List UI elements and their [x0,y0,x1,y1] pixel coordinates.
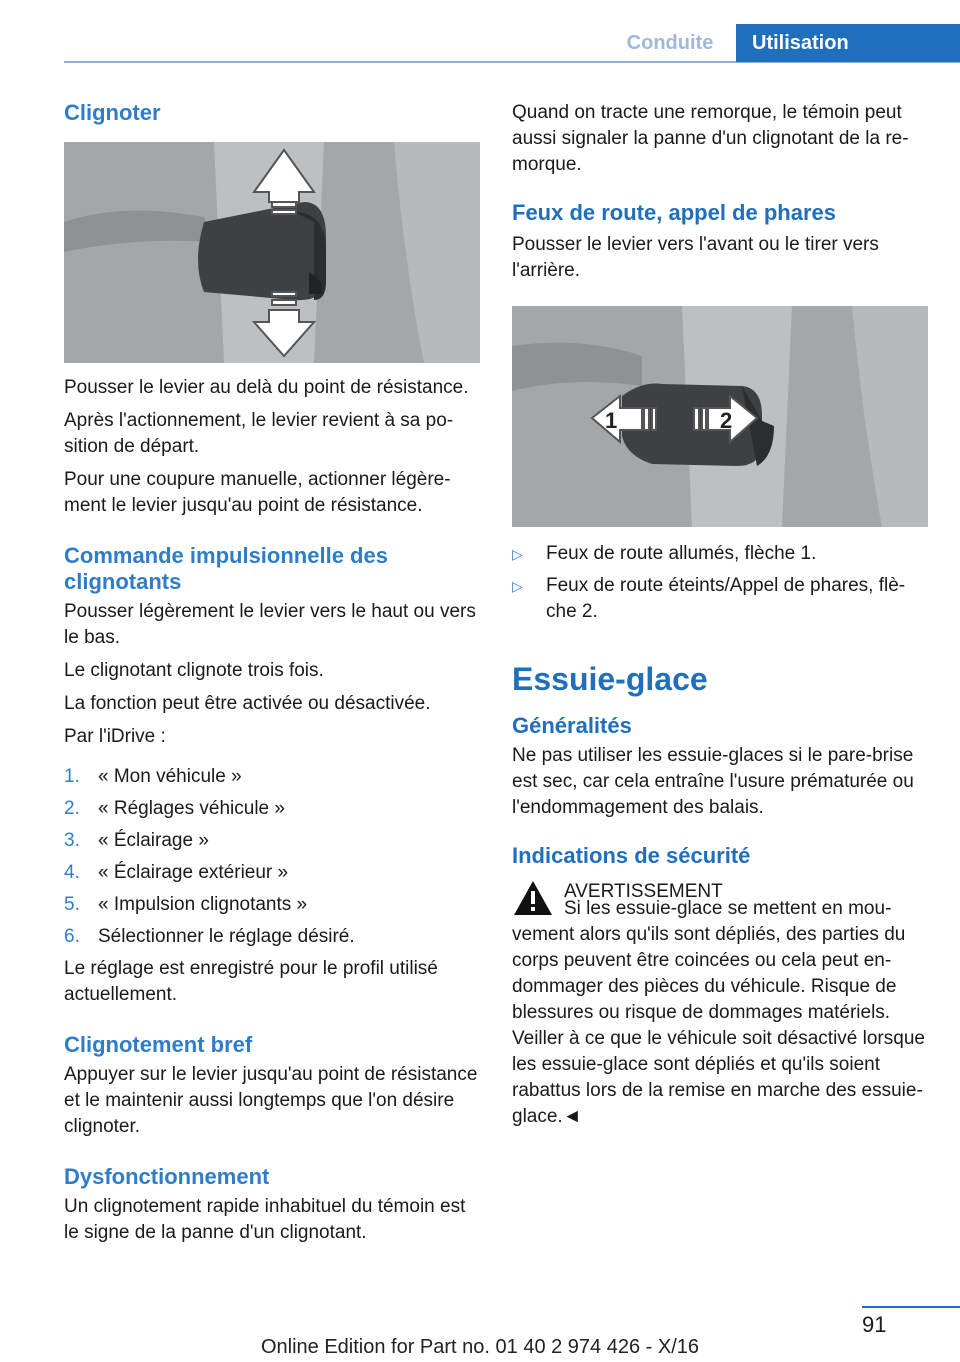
paragraph: Ne pas utiliser les essuie-glaces si le pare-brise est sec, car cela entraîne l'usure prématurée ou l'endommagement des balais. [512,745,914,818]
paragraph: Appuyer sur le levier jusqu'au point de résistance et le maintenir aussi longtemps que l'on désire clignoter. [64,1064,478,1137]
step-text: Sélectionner le réglage désiré. [98,926,355,947]
paragraph: Pousser le levier au delà du point de résistance. [64,377,469,398]
heading-dysfonctionnement: Dysfonctionnement [64,1164,270,1189]
triangle-bullet-icon: ▷ [512,546,523,562]
bullet-text: Feux de route allumés, flèche 1. [546,543,817,564]
list-item [512,573,928,625]
list-item [64,828,480,854]
paragraph: Le clignotant clignote trois fois. [64,660,324,681]
list-item [64,924,480,950]
left-column [64,100,480,1246]
step-number: 2. [64,798,80,819]
triangle-bullet-icon: ▷ [512,578,523,594]
paragraph: Quand on tracte une remorque, le témoin peut aussi signaler la panne d'un clignotant de la remorque. [512,102,909,175]
paragraph: Le réglage est enregistré pour le profil utilisé actuellement. [64,958,438,1005]
headlight-bullet-list [512,541,928,625]
section-title-clignoter: Clignoter [64,100,161,125]
heading-commande-impulsionnelle: Commande impulsionnelle des clignotants [64,543,388,594]
warning-title: AVERTISSEMENT [564,881,723,902]
heading-indications-securite: Indications de sécurité [512,843,751,868]
paragraph: Par l'iDrive : [64,726,166,747]
lever-forward-back-illustration [512,306,928,527]
footer-rule [862,1306,960,1308]
list-item [64,764,480,790]
paragraph: La fonction peut être activée ou désactivée. [64,693,431,714]
paragraph: Un clignotement rapide inhabituel du témoin est le signe de la panne d'un clignotant. [64,1196,466,1243]
heading-essuie-glace: Essuie-glace [512,661,708,697]
page-number: 91 [862,1312,887,1337]
step-text: « Éclairage » [98,830,209,851]
heading-clignotement-bref: Clignotement bref [64,1032,253,1057]
idrive-steps-list [64,764,480,950]
tab-utilisation[interactable]: Utilisation [736,24,960,62]
step-text: « Mon véhicule » [98,766,242,787]
heading-feux-de-route: Feux de route, appel de phares [512,200,836,225]
tab-conduite[interactable]: Conduite [626,32,714,54]
step-number: 3. [64,830,80,851]
list-item [512,541,928,567]
footer-edition: Online Edition for Part no. 01 40 2 974 426 - X/16 [260,1336,700,1358]
figure-label-2: 2 [720,408,733,433]
step-number: 5. [64,894,80,915]
figure-label-1: 1 [605,408,618,433]
step-number: 1. [64,766,80,787]
step-text: « Impulsion clignotants » [98,894,308,915]
lever-up-down-illustration [64,142,480,363]
warning-text: Si les essuie-glace se mettent en mouvement alors qu'ils sont dépliés, des parties du corps peuvent être coincées ou cela peut endommager des pièces du véhicule. Risque de blessures ou risque de dommages matériels. Veiller à ce que le véhicule soit désactivé lorsque les essuie-glace sont dépliés et qu'ils soient rabattus lors de la remise en marche des essuie-glace.◄ [512,898,925,1127]
figure-turn-signal-lever [64,142,480,363]
figure-headlight-lever [512,306,928,527]
right-column [512,100,928,1130]
paragraph: Pousser légèrement le levier vers le haut ou vers le bas. [64,601,476,648]
list-item [64,860,480,886]
step-text: « Réglages véhicule » [98,798,285,819]
bullet-text: Feux de route éteints/Appel de phares, flèche 2. [546,575,906,622]
heading-generalites: Généralités [512,713,632,738]
step-number: 4. [64,862,80,883]
paragraph: Pousser le levier vers l'avant ou le tirer vers l'arrière. [512,234,879,281]
list-item [64,796,480,822]
step-number: 6. [64,926,80,947]
step-text: « Éclairage extérieur » [98,862,289,883]
list-item [64,892,480,918]
paragraph: Pour une coupure manuelle, actionner légèrement le levier jusqu'au point de résistance. [64,469,451,516]
paragraph: Après l'actionnement, le levier revient à sa position de départ. [64,410,454,457]
warning-triangle-icon [512,879,554,922]
